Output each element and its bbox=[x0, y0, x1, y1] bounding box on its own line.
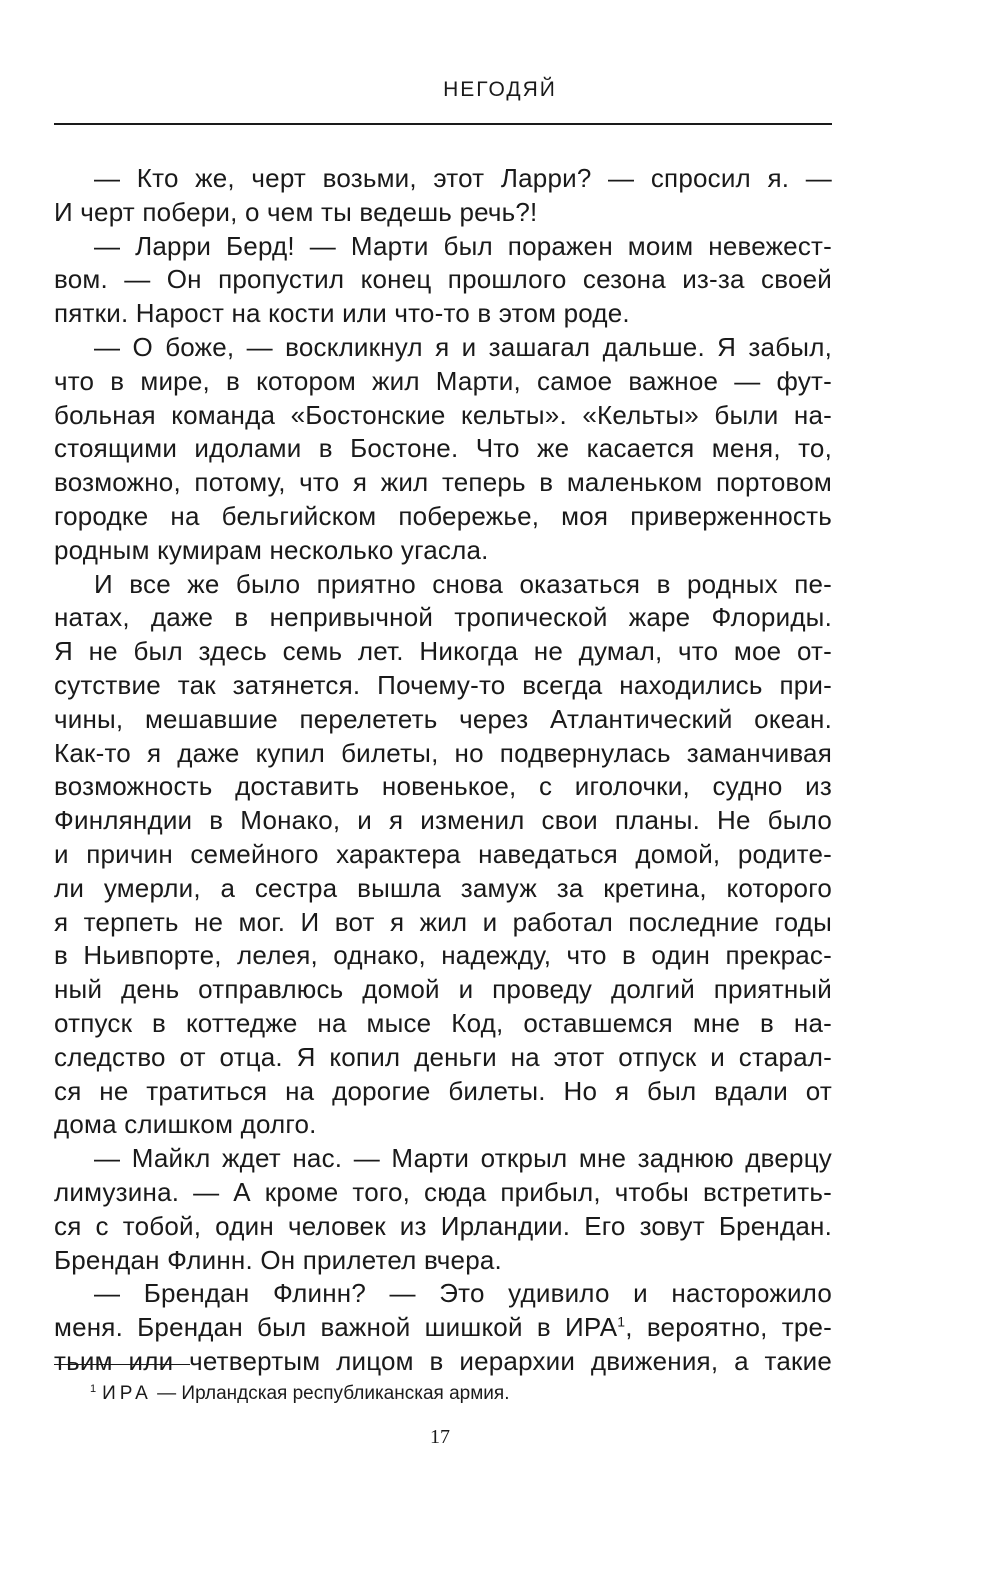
text-line: — Кто же, черт возьми, этот Ларри? — спросил я. — bbox=[94, 163, 832, 193]
text-line: ный день отправлюсь домой и проведу долгий приятный bbox=[54, 974, 832, 1005]
header-rule bbox=[54, 123, 832, 125]
text-line: Как-то я даже купил билеты, но подвернулась заманчивая bbox=[54, 737, 832, 768]
text-line: сутствие так затянется. Почему-то всегда находились при- bbox=[54, 669, 832, 700]
text-line: дома слишком долго. bbox=[54, 1109, 317, 1140]
footnote-text: — Ирландская республиканская армия. bbox=[157, 1383, 510, 1404]
text-line: ся с тобой, один человек из Ирландии. Его зовут Брендан. bbox=[54, 1210, 832, 1241]
text-line: и причин семейного характера наведаться домой, родите- bbox=[54, 838, 832, 869]
text-line: И черт побери, о чем ты ведешь речь?! bbox=[54, 196, 538, 227]
text-line: городке на бельгийском побережье, моя приверженность bbox=[54, 500, 832, 531]
text-line: в Ньивпорте, лелея, однако, надежду, что в один прекрас- bbox=[54, 940, 832, 971]
text-line: Брендан Флинн. Он прилетел вчера. bbox=[54, 1244, 502, 1275]
text-line: вом. — Он пропустил конец прошлого сезона из-за своей bbox=[54, 264, 832, 295]
text-line: — Майкл ждет нас. — Марти открыл мне заднюю дверцу bbox=[94, 1143, 832, 1174]
footnote-reference: 1 bbox=[617, 1313, 626, 1330]
text-line: — Ларри Берд! — Марти был поражен моим невежест- bbox=[94, 230, 832, 261]
text-line-part: меня. Брендан был важной шишкой в ИРА bbox=[54, 1312, 618, 1343]
text-line: чины, мешавшие перелететь через Атлантический океан. bbox=[54, 703, 832, 734]
page-number: 17 bbox=[430, 1426, 450, 1448]
body-text bbox=[54, 162, 832, 1379]
text-line: возможность доставить новенькое, с иголочки, судно из bbox=[54, 771, 832, 802]
text-line: родным кумирам несколько угасла. bbox=[54, 534, 489, 565]
text-line: лимузина. — А кроме того, сюда прибыл, чтобы встретить- bbox=[54, 1176, 832, 1207]
text-line: пятки. Нарост на кости или что-то в этом роде. bbox=[54, 298, 630, 329]
text-line: я терпеть не мог. И вот я жил и работал последние годы bbox=[54, 906, 832, 937]
text-line: ли умерли, а сестра вышла замуж за кретина, которого bbox=[54, 872, 832, 903]
text-line: отпуск в коттедже на мысе Код, оставшемся мне в на- bbox=[54, 1007, 832, 1038]
text-line: Финляндии в Монако, и я изменил свои планы. Не было bbox=[54, 805, 832, 836]
text-line: Я не был здесь семь лет. Никогда не думал, что мое от- bbox=[54, 636, 832, 667]
text-line: тьим или четвертым лицом в иерархии движения, а такие bbox=[54, 1345, 832, 1376]
text-line: ся не тратиться на дорогие билеты. Но я был вдали от bbox=[54, 1075, 832, 1106]
footnote-term: ИРА bbox=[102, 1383, 152, 1404]
text-line: больная команда «Бостонские кельты». «Кельты» были на- bbox=[54, 399, 832, 430]
text-line: — О боже, — воскликнул я и зашагал дальше. Я забыл, bbox=[94, 331, 832, 362]
text-line: стоящими идолами в Бостоне. Что же касается меня, то, bbox=[54, 433, 832, 464]
footnote-marker: 1 bbox=[90, 1382, 97, 1395]
text-line: натах, даже в непривычной тропической жаре Флориды. bbox=[54, 602, 832, 633]
text-line: следство от отца. Я копил деньги на этот отпуск и старал- bbox=[54, 1041, 832, 1072]
text-line: возможно, потому, что я жил теперь в маленьком портовом bbox=[54, 467, 832, 498]
footnote bbox=[90, 1381, 510, 1407]
text-line-with-footnote bbox=[54, 1311, 832, 1345]
text-line: И все же было приятно снова оказаться в родных пе- bbox=[94, 568, 832, 599]
text-line-part: , вероятно, тре- bbox=[625, 1312, 832, 1343]
running-title: НЕГОДЯЙ bbox=[443, 78, 557, 101]
text-line: — Брендан Флинн? — Это удивило и насторожило bbox=[94, 1278, 832, 1309]
footnote-rule bbox=[54, 1364, 190, 1365]
text-line: что в мире, в котором жил Марти, самое важное — фут- bbox=[54, 365, 832, 396]
